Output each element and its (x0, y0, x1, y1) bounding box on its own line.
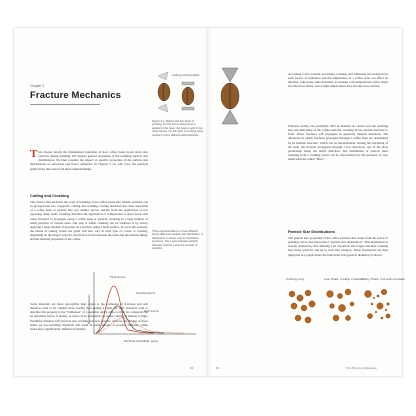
coffee-bean-left (158, 83, 170, 101)
margin-note-figure-1: Figure 3.1: Depicts the two kinds of grinding. On the left a cutting force is applied to the bean: the bean is split in two clean halves. On the right, a crushing force results in many different sized particles. (152, 120, 204, 137)
intro-paragraph (30, 150, 148, 171)
fig-label-cutting: Cutting (sharp) teeth (172, 74, 200, 77)
graph-y-label: Number of particles (87, 294, 91, 324)
figure-bean-cutting-tools (212, 64, 284, 134)
drop-cap: T (30, 148, 38, 160)
page-number-left: 63 (190, 366, 194, 370)
section-heading-psd: Particle Size Distributions (288, 230, 335, 234)
ductility-paragraph: According to the recently processing, roasting, and additional processing those such factors as hydration and the temperature of a coffee bean can affect its ductility. Like many other materials, at extreme cold temperatures coffee beans become more brittle, and at high temperatures they become more ductile. (288, 72, 388, 89)
coffee-bean-right (182, 87, 194, 105)
sharp-tooth-top (158, 72, 168, 80)
graph-label-fine: Fine burrs (110, 275, 126, 279)
label-low-fines: Low fines, mostly crushed (324, 277, 364, 281)
right-page (212, 28, 405, 376)
sharp-tooth-bottom (158, 104, 168, 112)
cutting-tool-top (222, 68, 238, 82)
graph-x-label: Particle diameter (μm) (124, 339, 158, 343)
graph-label-coarse: Coarse burrs (136, 291, 156, 295)
section-heading-cutting: Cutting and Crushing (30, 194, 69, 198)
title-rule (30, 104, 100, 105)
graph-label-dull: Dull burrs (144, 309, 159, 313)
chapter-title: Fracture Mechanics (30, 90, 122, 101)
particle-size-distribution-graph (84, 264, 202, 346)
chapter-label: Chapter 3 (30, 84, 44, 88)
cutting-tool-bottom (222, 110, 238, 124)
label-cutting-only: Cutting only (286, 277, 305, 281)
fracture-paragraph: Whereas cutting can potentially offer an element of control over the resulting size and uniformity of the coffee particles, crushing forces random fractures to form. These fractures will propagate in generally random directions. The directions in which fractures propagate through a coffee bean are determined by its internal structure, which can be unpredictable. During the fracturing of the bean, the fracture propagates through a few directions, one of the most predictable being the brittle direction. The distribution of particle sizes resulting from a crushing action can be characterized by the presence of very small particles called "fines". (288, 124, 388, 162)
running-head: The Physics of Espresso (346, 366, 377, 370)
blunt-tooth-bottom (182, 107, 194, 110)
cutting-paragraph: The science that performs the work of breaking down coffee beans into smaller particles can be grouped into two categories: cutting and crushing. Cutting describes the clean separation of a coffee bean or particle into two distinct pieces, usually from the application of two opposing, sharp teeth. Crushing describes the application of compression or shear forces that cause fractures to propagate along a coffee bean or particle, resulting in a large number of small particles of various sizes. Our step is which crushing can be achieved is by slowly applying a large amount of pressure on a particle, using a blunt surface. In a real life scenario, the nature of cutting versus the grind will also vary in each type of coarse or roasting, depending on the impact velocity, the friction forces between the teeth and the internal lining, and the material properties of the coffee. (30, 200, 148, 242)
cluster-cutting-only (289, 290, 315, 323)
brittleness-paragraph: Some materials are more susceptible than others to the formation of fractures and will therefore tend to be crushed more readily than ending a clean cut. One technical term to describe this property is the "brittleness" of a material, and it refers to how far a material can be deformed before it breaks. A clean cut in a material (as in the cutting of cheese) is high-flexibility material will result in less cracking and less powder, whereas the cutting of more brittle (or low-ductility) materials will result in some amount of powder. Different coffee beans have significantly different ductilities, (30, 302, 148, 331)
psd-paragraph: The general size properties of the coffee particles that result from the action of grinding can be described with a "particle size distribution." This distribution is usually obtained by first defining a set of particle size ranges and then counting how many particles end up in each size category. These frequencies are then displayed in a graph where the horizontal axis (particle diameter) is shown (288, 236, 388, 257)
figure-particle-clusters (284, 274, 405, 342)
blunt-tooth-top (182, 82, 194, 85)
figure-bean-fracture (152, 70, 206, 156)
label-many-fines: Many fines, cut and crushed (362, 277, 405, 281)
margin-note-figure-2: These representations of how different forces affect the particle size distribution. A distribution is shown only for illustrative purposes. The x-axis indicates particle diameter and the y-axis the number of particles. (152, 230, 203, 251)
book-spread (14, 28, 405, 376)
page-number-right: 64 (216, 366, 220, 370)
cluster-many-fines (365, 289, 391, 319)
intro-text: his chapter details the fundamental principles of how coffee beans break down into particles during grinding. We explore general properties of the resulting particle size distributions. We then consider the impact of specific properties of the particle size distributions on extraction and flavor dynamics. In Chapter 3 we will cover the practical applications that arise from these understandings. (30, 150, 148, 171)
cluster-low-fines (327, 289, 354, 321)
